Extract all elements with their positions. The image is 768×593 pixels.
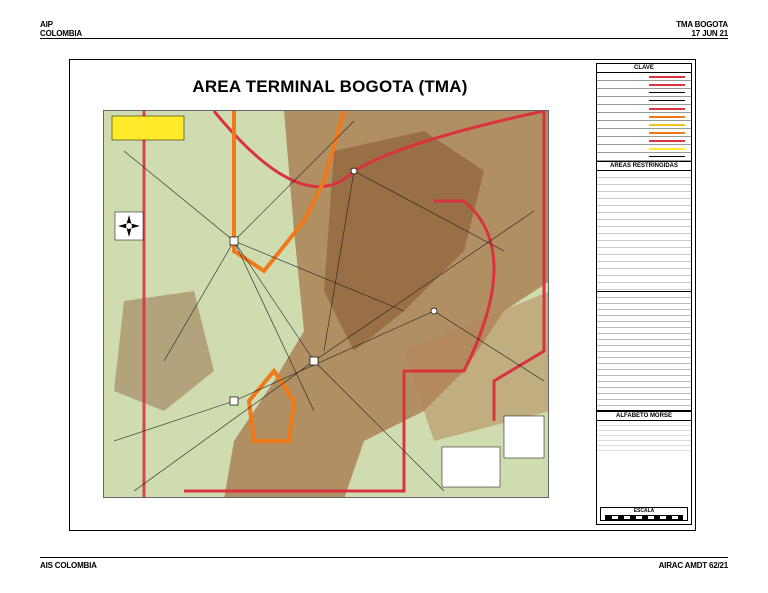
compass-rose-icon (115, 212, 143, 240)
legend-row (597, 73, 691, 81)
legend-row (597, 113, 691, 121)
legend-row (597, 129, 691, 137)
frequency-table (597, 292, 691, 411)
restricted-areas-table (597, 171, 691, 292)
footer-right: AIRAC AMDT 62/21 (658, 561, 728, 570)
legend-row (597, 153, 691, 161)
legend-row (597, 81, 691, 89)
chart-title: AREA TERMINAL BOGOTA (TMA) (192, 77, 468, 96)
legend-row (597, 97, 691, 105)
symbol-legend-box (442, 447, 500, 487)
scale-graduation (605, 515, 683, 520)
footer-rule (40, 557, 728, 558)
advisory-note-box (112, 116, 184, 140)
scale-title: ESCALA (633, 508, 655, 514)
header-rule (40, 38, 728, 39)
legend-row (597, 145, 691, 153)
legend-row (597, 89, 691, 97)
header-country: COLOMBIA (40, 29, 82, 38)
legend-row (597, 105, 691, 113)
header-aip: AIP (40, 20, 53, 29)
clave-title: CLAVE (597, 64, 691, 73)
elevation-legend-box (504, 416, 544, 458)
legend-row (597, 137, 691, 145)
header-chart-name: TMA BOGOTA (676, 20, 728, 29)
morse-table (597, 421, 691, 453)
header-left (40, 20, 82, 38)
footer-left: AIS COLOMBIA (40, 561, 97, 570)
morse-title: ALFABETO MORSE (597, 411, 691, 421)
legend-row (597, 121, 691, 129)
restricted-areas-title: AREAS RESTRINGIDAS (597, 161, 691, 171)
tma-map (103, 110, 549, 498)
legend-panel (596, 63, 692, 525)
header-right (676, 20, 728, 38)
tma-map-svg (104, 111, 549, 498)
scale-bar (600, 507, 688, 521)
header-date: 17 JUN 21 (691, 29, 728, 38)
